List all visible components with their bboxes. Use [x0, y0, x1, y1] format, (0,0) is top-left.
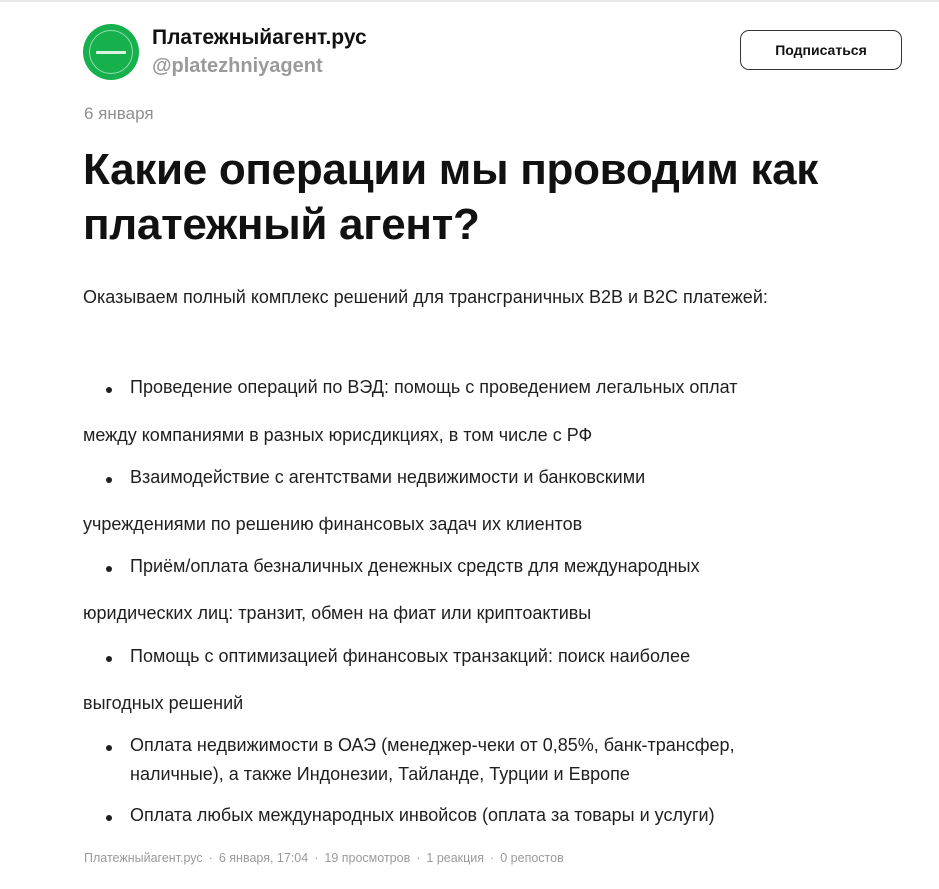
list-item-text-continued: учреждениями по решению финансовых задач их клиентов	[83, 514, 583, 534]
channel-handle[interactable]: @platezhniyagent	[152, 55, 323, 77]
footer-separator: ·	[208, 851, 213, 865]
footer-author[interactable]: Платежныйагент.рус	[84, 851, 203, 865]
bullet-icon	[106, 656, 112, 662]
footer-reposts: 0 репостов	[500, 851, 564, 865]
list-item-text: Оплата недвижимости в ОАЭ (менеджер-чеки от 0,85%, банк-трансфер,	[130, 735, 735, 755]
avatar[interactable]	[83, 24, 139, 80]
channel-name[interactable]: Платежныйагент.рус	[152, 26, 367, 49]
bullet-icon	[106, 566, 112, 572]
post-footer	[84, 851, 564, 865]
footer-separator: ·	[490, 851, 495, 865]
list-item-text: Проведение операций по ВЭД: помощь с проведением легальных оплат	[130, 377, 738, 397]
list-item-text: Оплата любых международных инвойсов (оплата за товары и услуги)	[130, 805, 715, 825]
list-item-text: Помощь с оптимизацией финансовых транзакций: поиск наиболее	[130, 646, 691, 666]
footer-datetime: 6 января, 17:04	[218, 851, 309, 865]
list-item-text: Взаимодействие с агентствами недвижимости и банковскими	[130, 467, 646, 487]
bullet-icon	[106, 745, 112, 751]
list-item-text-continued: наличные), а также Индонезии, Тайланде, Турции и Европе	[130, 764, 630, 784]
list-item-text-continued: между компаниями в разных юрисдикциях, в том числе с РФ	[83, 425, 593, 445]
list-item-text-continued: юридических лиц: транзит, обмен на фиат или криптоактивы	[83, 603, 592, 623]
footer-separator: ·	[416, 851, 421, 865]
post-intro: Оказываем полный комплекс решений для трансграничных B2B и B2C платежей:	[83, 287, 768, 307]
footer-separator: ·	[314, 851, 319, 865]
footer-reactions[interactable]: 1 реакция	[426, 851, 485, 865]
post-date: 6 января	[84, 104, 154, 123]
subscribe-button[interactable]: Подписаться	[740, 30, 902, 70]
list-item-text: Приём/оплата безналичных денежных средств для международных	[130, 556, 700, 576]
avatar-logo-icon	[89, 30, 133, 74]
post-title: Какие операции мы проводим как платежный агент?	[83, 145, 818, 249]
top-divider	[0, 0, 939, 2]
list-item-text-continued: выгодных решений	[83, 693, 244, 713]
channel-header	[83, 24, 903, 80]
footer-views: 19 просмотров	[324, 851, 411, 865]
bullet-icon	[106, 387, 112, 393]
bullet-icon	[106, 477, 112, 483]
bullet-icon	[106, 815, 112, 821]
